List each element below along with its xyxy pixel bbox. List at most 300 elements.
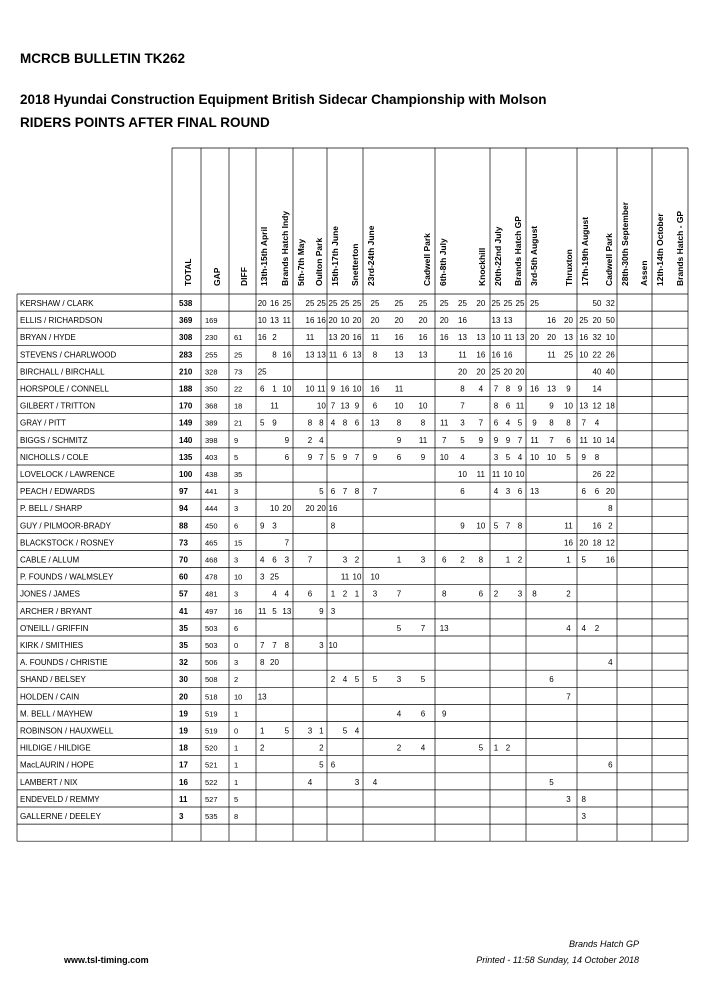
rider-name: M. BELL / MAYHEW	[20, 709, 93, 719]
race-points: 4	[608, 658, 613, 668]
race-points: 3	[372, 589, 378, 599]
race-points: 1	[319, 726, 324, 736]
race-points: 5	[319, 760, 324, 770]
race-points: 32	[592, 333, 602, 343]
race-points: 3	[284, 555, 290, 565]
race-points: 11	[305, 333, 315, 343]
race-points: 9	[284, 435, 290, 445]
race-points: 6	[420, 709, 426, 719]
rider-total: 70	[179, 555, 188, 565]
race-points: 10	[305, 384, 315, 394]
race-points: 8	[342, 418, 348, 428]
race-points: 2	[354, 555, 360, 565]
race-points: 13	[503, 316, 513, 326]
round-date-header: 17th-19th August	[580, 216, 590, 286]
race-points: 11	[515, 401, 525, 411]
race-points: 9	[493, 435, 499, 445]
race-points: 8	[441, 589, 447, 599]
race-points: 25	[370, 299, 380, 308]
rider-diff: 18	[234, 401, 243, 411]
rider-total: 73	[179, 538, 188, 548]
race-points: 4	[259, 555, 265, 565]
race-points: 2	[319, 743, 324, 753]
round-venue-header: Brands Hatch GP	[513, 216, 523, 286]
race-points: 9	[259, 521, 265, 531]
rider-name: O'NEILL / GRIFFIN	[20, 623, 89, 633]
rider-total: 170	[179, 401, 193, 411]
rider-diff: 15	[234, 538, 243, 548]
race-points: 13	[515, 333, 525, 343]
rider-total: 135	[179, 452, 193, 462]
race-points: 6	[330, 760, 336, 770]
rider-gap: 481	[205, 589, 218, 599]
rider-name: CABLE / ALLUM	[20, 555, 80, 565]
race-points: 25	[439, 299, 449, 308]
race-points: 9	[354, 401, 360, 411]
race-points: 13	[316, 350, 326, 360]
race-points: 6	[330, 487, 336, 497]
rider-name: BIRCHALL / BIRCHALL	[20, 367, 105, 377]
race-points: 16	[439, 333, 449, 343]
race-points: 14	[592, 384, 602, 394]
race-points: 13	[270, 316, 279, 326]
race-points: 25	[564, 350, 573, 360]
rider-gap: 230	[205, 333, 218, 343]
rider-gap: 497	[205, 606, 218, 616]
race-points: 4	[284, 589, 290, 599]
rider-gap: 441	[205, 487, 218, 497]
race-points: 4	[460, 452, 465, 462]
race-points: 2	[493, 589, 499, 599]
rider-total: 19	[179, 726, 188, 736]
race-points: 8	[566, 418, 571, 428]
rider-gap: 350	[205, 384, 218, 394]
race-points: 8	[549, 418, 554, 428]
race-points: 4	[354, 726, 360, 736]
race-points: 9	[342, 452, 348, 462]
rider-name: GUY / PILMOOR-BRADY	[20, 521, 111, 531]
race-points: 13	[352, 350, 362, 360]
race-points: 2	[594, 623, 600, 633]
race-points: 20	[476, 299, 486, 308]
race-points: 4	[342, 675, 348, 685]
race-points: 10	[476, 521, 486, 531]
race-points: 14	[605, 435, 615, 445]
rider-name: GALLERNE / DEELEY	[20, 812, 101, 821]
race-points: 50	[605, 316, 615, 326]
race-points: 10	[418, 401, 428, 411]
race-points: 20	[370, 316, 380, 326]
race-points: 11	[370, 333, 380, 343]
race-points: 20	[530, 333, 539, 343]
race-points: 25	[458, 299, 467, 308]
race-points: 25	[579, 316, 589, 326]
race-points: 10	[503, 470, 513, 479]
race-points: 20	[515, 367, 525, 377]
race-points: 6	[505, 401, 511, 411]
race-points: 25	[515, 299, 525, 308]
race-points: 13	[257, 692, 267, 702]
race-points: 25	[418, 299, 428, 308]
race-points: 10	[340, 316, 350, 326]
race-points: 16	[592, 521, 602, 531]
rider-diff: 3	[234, 487, 239, 497]
race-points: 4	[517, 452, 523, 462]
race-points: 1	[259, 726, 265, 736]
race-points: 20	[305, 504, 315, 514]
race-points: 4	[493, 487, 499, 497]
race-points: 13	[328, 333, 338, 343]
race-points: 18	[592, 538, 602, 548]
race-points: 6	[566, 435, 571, 445]
race-points: 13	[439, 623, 449, 633]
race-points: 20	[352, 316, 362, 326]
race-points: 26	[592, 470, 602, 479]
rider-diff: 1	[234, 760, 239, 770]
round-date-header: 13th-15th April	[259, 226, 269, 286]
race-points: 20	[605, 487, 615, 497]
race-points: 16	[394, 333, 404, 343]
rider-name: HORSPOLE / CONNELL	[20, 384, 109, 394]
race-points: 25	[257, 367, 267, 377]
race-points: 25	[282, 299, 292, 308]
round-date-header: 23rd-24th June	[366, 225, 376, 286]
race-points: 26	[605, 350, 615, 360]
race-points: 7	[460, 401, 465, 411]
race-points: 10	[605, 333, 615, 343]
race-points: 7	[259, 641, 265, 650]
race-points: 13	[305, 350, 315, 360]
race-points: 3	[330, 606, 336, 616]
race-points: 13	[394, 350, 404, 360]
race-points: 5	[581, 555, 586, 565]
race-points: 5	[566, 452, 571, 462]
race-points: 7	[342, 487, 348, 497]
rider-diff: 61	[234, 333, 243, 343]
rider-diff: 6	[234, 521, 239, 531]
race-points: 5	[396, 623, 402, 633]
rider-total: 88	[179, 521, 188, 531]
race-points: 16	[605, 555, 615, 565]
rider-diff: 73	[234, 367, 243, 377]
rider-diff: 3	[234, 504, 239, 514]
race-points: 9	[478, 435, 484, 445]
rider-gap: 403	[205, 452, 218, 462]
rider-total: 100	[179, 470, 193, 479]
rider-diff: 5	[234, 452, 239, 462]
rider-name: ARCHER / BRYANT	[20, 606, 93, 616]
race-points: 8	[517, 521, 523, 531]
race-points: 5	[259, 418, 265, 428]
rider-total: 369	[179, 316, 193, 326]
race-points: 50	[592, 299, 602, 308]
race-points: 11	[328, 350, 338, 360]
race-points: 8	[594, 452, 600, 462]
race-points: 16	[458, 316, 467, 326]
race-points: 20	[564, 316, 573, 326]
race-points: 5	[478, 743, 484, 753]
race-points: 25	[340, 299, 350, 308]
rider-total: 19	[179, 709, 188, 719]
rider-total: 60	[179, 572, 188, 582]
race-points: 4	[372, 777, 378, 787]
race-points: 7	[581, 418, 586, 428]
rider-total: 20	[179, 692, 188, 702]
rider-diff: 3	[234, 555, 239, 565]
rider-name: GRAY / PITT	[20, 418, 66, 428]
rider-name: ENDEVELD / REMMY	[20, 794, 100, 804]
race-points: 2	[396, 743, 402, 753]
race-points: 8	[608, 504, 613, 514]
race-points: 20	[579, 538, 589, 548]
race-points: 6	[372, 401, 378, 411]
race-points: 9	[330, 384, 336, 394]
rider-gap: 450	[205, 521, 218, 531]
rider-total: 308	[179, 333, 193, 343]
rider-name: HILDIGE / HILDIGE	[20, 743, 91, 753]
race-points: 11	[418, 435, 428, 445]
race-points: 16	[476, 350, 486, 360]
race-points: 1	[493, 743, 499, 753]
race-points: 10	[270, 504, 279, 514]
race-points: 16	[418, 333, 428, 343]
rider-name: JONES / JAMES	[20, 589, 81, 599]
rider-gap: 508	[205, 675, 218, 685]
race-points: 7	[372, 487, 378, 497]
race-points: 3	[493, 452, 499, 462]
round-venue-header: Assen	[639, 260, 649, 286]
rider-gap: 527	[205, 794, 218, 804]
race-points: 3	[581, 812, 586, 821]
race-points: 25	[491, 367, 501, 377]
rider-name: GILBERT / TRITTON	[20, 401, 95, 411]
rider-gap: 169	[205, 316, 218, 326]
race-points: 9	[517, 384, 523, 394]
race-points: 20	[328, 316, 338, 326]
race-points: 9	[549, 401, 554, 411]
rider-total: 149	[179, 418, 193, 428]
rider-gap: 438	[205, 470, 218, 479]
race-points: 8	[460, 384, 465, 394]
race-points: 25	[352, 299, 362, 308]
race-points: 20	[547, 333, 556, 343]
rider-diff: 8	[234, 812, 239, 821]
race-points: 6	[396, 452, 402, 462]
rider-total: 17	[179, 760, 188, 770]
race-points: 9	[396, 435, 402, 445]
race-points: 9	[566, 384, 571, 394]
rider-gap: 506	[205, 658, 218, 668]
race-points: 10	[564, 401, 573, 411]
race-points: 13	[418, 350, 428, 360]
race-points: 1	[505, 555, 511, 565]
race-points: 9	[420, 452, 426, 462]
round-date-header: 20th-22nd July	[493, 226, 503, 286]
race-points: 20	[418, 316, 428, 326]
race-points: 7	[420, 623, 426, 633]
rider-total: 283	[179, 350, 193, 360]
rider-gap: 521	[205, 760, 218, 770]
rider-gap: 518	[205, 692, 218, 702]
race-points: 11	[547, 350, 556, 360]
race-points: 11	[282, 316, 291, 326]
race-points: 13	[491, 316, 501, 326]
rider-diff: 0	[234, 726, 239, 736]
race-points: 7	[441, 435, 447, 445]
race-points: 16	[257, 333, 267, 343]
race-points: 7	[505, 521, 511, 531]
race-points: 7	[517, 435, 523, 445]
race-points: 25	[394, 299, 404, 308]
race-points: 22	[592, 350, 602, 360]
rider-diff: 25	[234, 350, 243, 360]
race-points: 3	[505, 487, 511, 497]
race-points: 8	[478, 555, 484, 565]
race-points: 40	[592, 367, 602, 377]
rider-gap: 519	[205, 709, 218, 719]
race-points: 6	[307, 589, 313, 599]
race-points: 13	[547, 384, 556, 394]
race-points: 16	[503, 350, 513, 360]
rider-diff: 16	[234, 606, 243, 616]
race-points: 25	[305, 299, 315, 308]
race-points: 6	[441, 555, 447, 565]
race-points: 13	[282, 606, 292, 616]
race-points: 16	[316, 316, 326, 326]
rider-name: NICHOLLS / COLE	[20, 452, 89, 462]
race-points: 3	[354, 777, 360, 787]
rider-gap: 255	[205, 350, 218, 360]
rider-gap: 328	[205, 367, 218, 377]
race-points: 9	[272, 418, 277, 428]
rider-name: BLACKSTOCK / ROSNEY	[20, 538, 115, 548]
race-points: 7	[319, 452, 324, 462]
race-points: 5	[505, 452, 511, 462]
rider-diff: 10	[234, 572, 243, 582]
race-points: 6	[493, 418, 499, 428]
race-points: 11	[564, 521, 573, 531]
race-points: 32	[605, 299, 615, 308]
race-points: 4	[478, 384, 484, 394]
race-points: 10	[592, 435, 602, 445]
race-points: 8	[505, 384, 511, 394]
race-points: 4	[594, 418, 600, 428]
race-points: 20	[592, 316, 602, 326]
race-points: 20	[394, 316, 404, 326]
race-points: 9	[505, 435, 511, 445]
rider-total: 18	[179, 743, 188, 753]
round-venue-header: Brands Hatch - GP	[675, 210, 685, 286]
round-venue-header: Thruxton	[564, 249, 574, 286]
race-points: 4	[396, 709, 402, 719]
round-date-header: 6th-8th July	[438, 238, 448, 286]
rider-total: 140	[179, 435, 193, 445]
race-points: 2	[460, 555, 465, 565]
rider-total: 11	[179, 794, 188, 804]
rider-gap: 398	[205, 435, 218, 445]
round-date-header: 28th-30th September	[620, 201, 630, 286]
race-points: 25	[328, 299, 338, 308]
race-points: 13	[564, 333, 573, 343]
race-points: 10	[515, 470, 525, 479]
race-points: 5	[284, 726, 290, 736]
race-points: 20	[476, 367, 486, 377]
race-points: 11	[491, 470, 501, 479]
race-points: 11	[394, 384, 404, 394]
race-points: 6	[478, 589, 484, 599]
race-points: 13	[530, 487, 539, 497]
race-points: 16	[352, 333, 362, 343]
race-points: 6	[517, 487, 523, 497]
race-points: 11	[579, 435, 588, 445]
race-points: 8	[259, 658, 265, 668]
race-points: 9	[532, 418, 537, 428]
race-points: 10	[547, 452, 556, 462]
race-points: 40	[605, 367, 615, 377]
race-points: 3	[517, 589, 523, 599]
race-points: 2	[517, 555, 523, 565]
gap-header: GAP	[212, 267, 222, 286]
rider-name: PEACH / EDWARDS	[20, 487, 95, 497]
race-points: 10	[370, 572, 380, 582]
race-points: 11	[440, 418, 449, 428]
race-points: 7	[493, 384, 499, 394]
rider-gap: 503	[205, 623, 218, 633]
race-points: 20	[282, 504, 292, 514]
race-points: 3	[420, 555, 426, 565]
race-points: 10	[458, 470, 467, 479]
race-points: 6	[594, 487, 600, 497]
race-points: 11	[458, 350, 467, 360]
round-date-header: 15th-17th June	[330, 226, 340, 286]
race-points: 6	[608, 760, 613, 770]
race-points: 9	[460, 521, 465, 531]
race-points: 2	[566, 589, 571, 599]
race-points: 6	[460, 487, 465, 497]
rider-total: 16	[179, 777, 188, 787]
race-points: 4	[272, 589, 277, 599]
race-points: 2	[342, 589, 348, 599]
race-points: 9	[307, 452, 313, 462]
race-points: 7	[478, 418, 484, 428]
race-points: 1	[330, 589, 336, 599]
race-points: 5	[517, 418, 523, 428]
race-points: 5	[319, 487, 324, 497]
race-points: 10	[394, 401, 404, 411]
rider-gap: 389	[205, 418, 218, 428]
rider-name: ROBINSON / HAUXWELL	[20, 726, 114, 736]
race-points: 8	[581, 794, 586, 804]
race-points: 9	[319, 606, 324, 616]
race-points: 12	[592, 401, 602, 411]
round-date-header: 5th-7th May	[296, 238, 306, 286]
race-points: 10	[579, 350, 589, 360]
race-points: 10	[328, 641, 338, 650]
race-points: 20	[458, 367, 467, 377]
rider-diff: 1	[234, 777, 239, 787]
race-points: 5	[372, 675, 378, 685]
race-points: 4	[566, 623, 571, 633]
race-points: 20	[340, 333, 350, 343]
race-points: 6	[259, 384, 265, 394]
race-points: 3	[342, 555, 348, 565]
race-points: 4	[330, 418, 336, 428]
race-points: 3	[396, 675, 402, 685]
rider-total: 538	[179, 299, 193, 308]
race-points: 10	[352, 384, 362, 394]
race-points: 13	[458, 333, 467, 343]
race-points: 16	[282, 350, 292, 360]
